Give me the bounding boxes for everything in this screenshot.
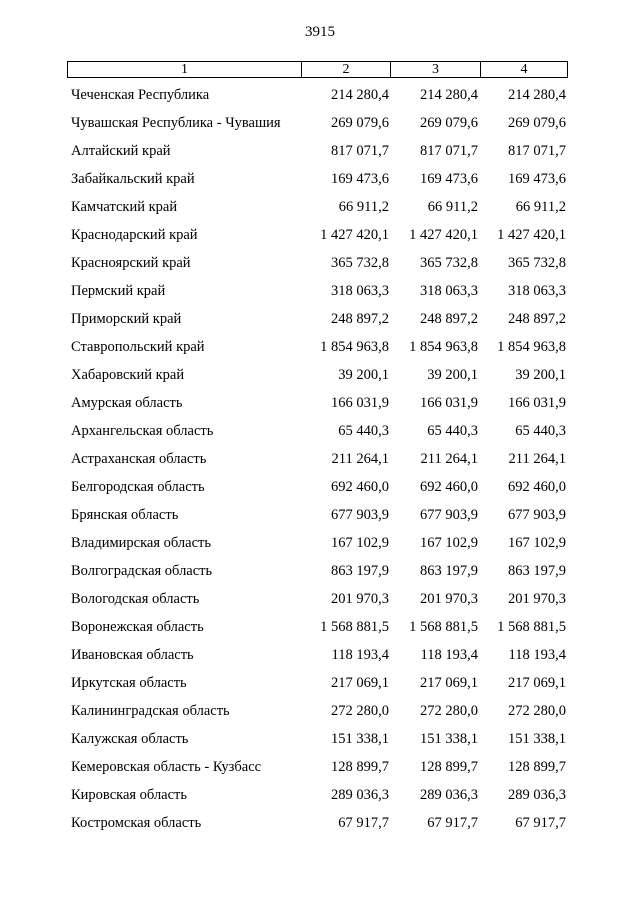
value-col-2: 318 063,3 [331, 283, 389, 299]
table-row [0, 756, 640, 784]
table-row [0, 644, 640, 672]
table-row [0, 168, 640, 196]
value-col-2: 39 200,1 [338, 367, 389, 383]
value-col-2: 169 473,6 [331, 171, 389, 187]
value-col-3: 677 903,9 [420, 507, 478, 523]
table-row [0, 476, 640, 504]
value-col-2: 151 338,1 [331, 731, 389, 747]
region-name: Приморский край [71, 311, 182, 327]
value-col-2: 677 903,9 [331, 507, 389, 523]
column-header-4: 4 [480, 62, 567, 77]
table-row [0, 532, 640, 560]
value-col-4: 39 200,1 [515, 367, 566, 383]
table-row [0, 392, 640, 420]
value-col-3: 118 193,4 [420, 647, 478, 663]
region-name: Кемеровская область - Кузбасс [71, 759, 262, 775]
region-name: Калужская область [71, 731, 189, 747]
value-col-3: 214 280,4 [420, 87, 478, 103]
value-col-2: 211 264,1 [331, 451, 389, 467]
value-col-3: 289 036,3 [420, 787, 478, 803]
region-name: Белгородская область [71, 479, 205, 495]
region-name: Алтайский край [71, 143, 171, 159]
table-row [0, 700, 640, 728]
value-col-4: 128 899,7 [508, 759, 566, 775]
value-col-2: 272 280,0 [331, 703, 389, 719]
region-name: Вологодская область [71, 591, 200, 607]
region-name: Забайкальский край [71, 171, 195, 187]
column-header-3: 3 [390, 62, 480, 77]
region-name: Калининградская область [71, 703, 230, 719]
page-number: 3915 [305, 24, 335, 40]
table-row [0, 588, 640, 616]
value-col-4: 166 031,9 [508, 395, 566, 411]
value-col-3: 65 440,3 [427, 423, 478, 439]
value-col-2: 201 970,3 [331, 591, 389, 607]
value-col-4: 201 970,3 [508, 591, 566, 607]
region-name: Астраханская область [71, 451, 207, 467]
table-row [0, 224, 640, 252]
table-row [0, 336, 640, 364]
region-name: Архангельская область [71, 423, 214, 439]
value-col-3: 1 854 963,8 [409, 339, 478, 355]
value-col-3: 272 280,0 [420, 703, 478, 719]
value-col-3: 67 917,7 [427, 815, 478, 831]
table-row [0, 560, 640, 588]
value-col-4: 1 427 420,1 [497, 227, 566, 243]
value-col-3: 863 197,9 [420, 563, 478, 579]
value-col-3: 1 568 881,5 [409, 619, 478, 635]
value-col-3: 66 911,2 [427, 199, 478, 215]
value-col-3: 211 264,1 [420, 451, 478, 467]
region-name: Волгоградская область [71, 563, 213, 579]
value-col-4: 692 460,0 [508, 479, 566, 495]
region-name: Чеченская Республика [71, 87, 210, 103]
region-name: Пермский край [71, 283, 166, 299]
table-row [0, 112, 640, 140]
table-row [0, 504, 640, 532]
value-col-4: 248 897,2 [508, 311, 566, 327]
value-col-2: 289 036,3 [331, 787, 389, 803]
value-col-3: 201 970,3 [420, 591, 478, 607]
table-row [0, 420, 640, 448]
value-col-2: 166 031,9 [331, 395, 389, 411]
column-header-2: 2 [301, 62, 390, 77]
value-col-2: 167 102,9 [331, 535, 389, 551]
table-row [0, 364, 640, 392]
value-col-4: 65 440,3 [515, 423, 566, 439]
value-col-3: 151 338,1 [420, 731, 478, 747]
table-row [0, 252, 640, 280]
value-col-3: 269 079,6 [420, 115, 478, 131]
table-row [0, 728, 640, 756]
table-body [0, 84, 640, 840]
table-header [67, 61, 568, 78]
value-col-2: 248 897,2 [331, 311, 389, 327]
region-name: Владимирская область [71, 535, 211, 551]
value-col-2: 1 854 963,8 [320, 339, 389, 355]
value-col-3: 692 460,0 [420, 479, 478, 495]
value-col-2: 66 911,2 [338, 199, 389, 215]
value-col-3: 365 732,8 [420, 255, 478, 271]
value-col-4: 151 338,1 [508, 731, 566, 747]
region-name: Краснодарский край [71, 227, 198, 243]
value-col-2: 65 440,3 [338, 423, 389, 439]
value-col-3: 166 031,9 [420, 395, 478, 411]
table-row [0, 812, 640, 840]
value-col-3: 167 102,9 [420, 535, 478, 551]
region-name: Костромская область [71, 815, 202, 831]
region-name: Амурская область [71, 395, 183, 411]
table-row [0, 448, 640, 476]
table-row [0, 308, 640, 336]
region-name: Ставропольский край [71, 339, 205, 355]
value-col-2: 863 197,9 [331, 563, 389, 579]
value-col-2: 67 917,7 [338, 815, 389, 831]
table-row [0, 616, 640, 644]
value-col-4: 1 568 881,5 [497, 619, 566, 635]
table-row [0, 280, 640, 308]
region-name: Чувашская Республика - Чувашия [71, 115, 281, 131]
value-col-4: 318 063,3 [508, 283, 566, 299]
value-col-4: 217 069,1 [508, 675, 566, 691]
value-col-3: 1 427 420,1 [409, 227, 478, 243]
value-col-3: 817 071,7 [420, 143, 478, 159]
table-row [0, 196, 640, 224]
value-col-3: 248 897,2 [420, 311, 478, 327]
value-col-2: 269 079,6 [331, 115, 389, 131]
value-col-4: 365 732,8 [508, 255, 566, 271]
value-col-3: 39 200,1 [427, 367, 478, 383]
value-col-2: 128 899,7 [331, 759, 389, 775]
value-col-3: 128 899,7 [420, 759, 478, 775]
value-col-4: 211 264,1 [508, 451, 566, 467]
value-col-2: 817 071,7 [331, 143, 389, 159]
region-name: Воронежская область [71, 619, 204, 635]
value-col-4: 66 911,2 [515, 199, 566, 215]
region-name: Иркутская область [71, 675, 187, 691]
region-name: Брянская область [71, 507, 179, 523]
value-col-2: 365 732,8 [331, 255, 389, 271]
value-col-2: 217 069,1 [331, 675, 389, 691]
value-col-2: 1 568 881,5 [320, 619, 389, 635]
value-col-4: 677 903,9 [508, 507, 566, 523]
value-col-3: 318 063,3 [420, 283, 478, 299]
value-col-4: 67 917,7 [515, 815, 566, 831]
value-col-4: 817 071,7 [508, 143, 566, 159]
value-col-3: 217 069,1 [420, 675, 478, 691]
value-col-4: 269 079,6 [508, 115, 566, 131]
table-row [0, 672, 640, 700]
value-col-4: 169 473,6 [508, 171, 566, 187]
table-row [0, 84, 640, 112]
region-name: Красноярский край [71, 255, 191, 271]
value-col-4: 289 036,3 [508, 787, 566, 803]
region-name: Ивановская область [71, 647, 194, 663]
value-col-4: 214 280,4 [508, 87, 566, 103]
table-row [0, 784, 640, 812]
value-col-4: 118 193,4 [508, 647, 566, 663]
value-col-4: 272 280,0 [508, 703, 566, 719]
region-name: Хабаровский край [71, 367, 185, 383]
column-header-1: 1 [181, 61, 188, 77]
value-col-4: 863 197,9 [508, 563, 566, 579]
region-name: Кировская область [71, 787, 188, 803]
value-col-2: 692 460,0 [331, 479, 389, 495]
table-row [0, 140, 640, 168]
region-name: Камчатский край [71, 199, 178, 215]
value-col-2: 214 280,4 [331, 87, 389, 103]
value-col-2: 1 427 420,1 [320, 227, 389, 243]
value-col-2: 118 193,4 [331, 647, 389, 663]
value-col-4: 167 102,9 [508, 535, 566, 551]
value-col-4: 1 854 963,8 [497, 339, 566, 355]
value-col-3: 169 473,6 [420, 171, 478, 187]
